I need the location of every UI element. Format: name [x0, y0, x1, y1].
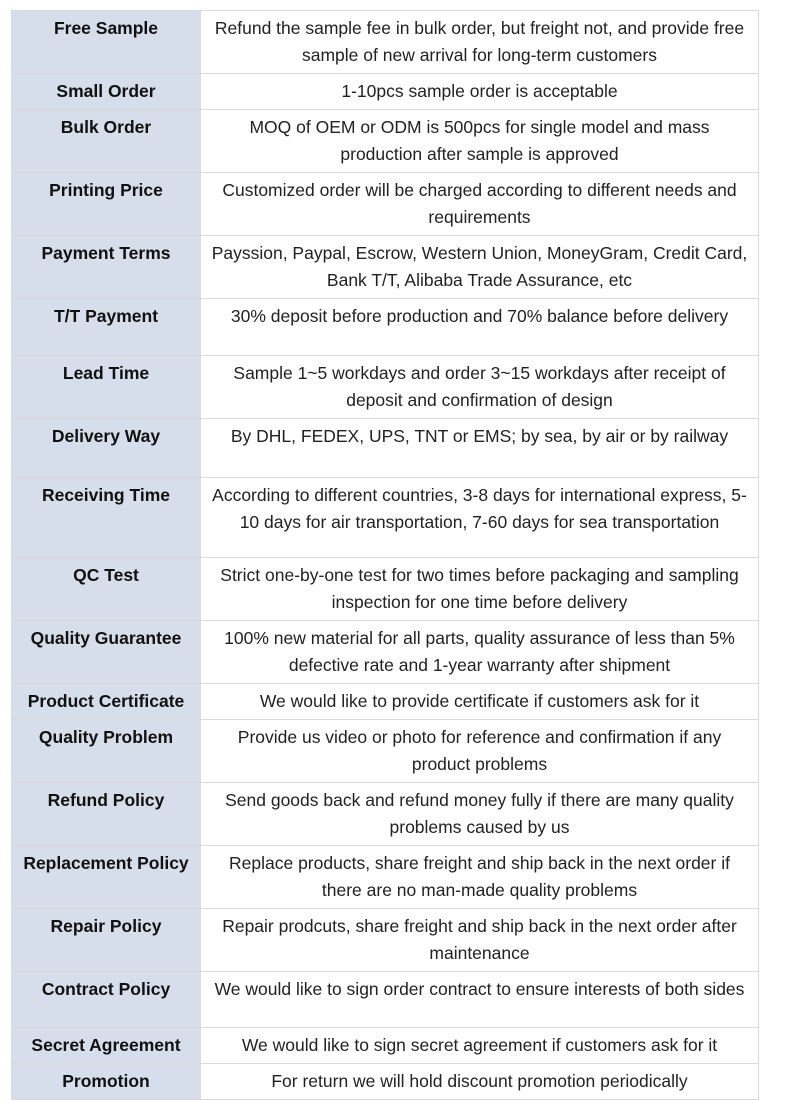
row-label-replacement-policy: Replacement Policy — [12, 846, 201, 909]
row-description-quality-problem: Provide us video or photo for reference and confirmation if any product problems — [201, 720, 759, 783]
row-label-product-certificate: Product Certificate — [12, 684, 201, 720]
row-label-free-sample: Free Sample — [12, 11, 201, 74]
row-label-delivery-way: Delivery Way — [12, 419, 201, 478]
table-row — [12, 236, 759, 299]
row-label-payment-terms: Payment Terms — [12, 236, 201, 299]
row-label-lead-time: Lead Time — [12, 356, 201, 419]
row-label-contract-policy: Contract Policy — [12, 972, 201, 1028]
row-description-payment-terms: Payssion, Paypal, Escrow, Western Union, MoneyGram, Credit Card, Bank T/T, Alibaba Trade Assurance, etc — [201, 236, 759, 299]
table-row — [12, 1028, 759, 1064]
row-label-secret-agreement: Secret Agreement — [12, 1028, 201, 1064]
row-description-lead-time: Sample 1~5 workdays and order 3~15 workdays after receipt of deposit and confirmation of design — [201, 356, 759, 419]
table-row — [12, 684, 759, 720]
table-row — [12, 909, 759, 972]
table-row — [12, 621, 759, 684]
row-description-refund-policy: Send goods back and refund money fully if there are many quality problems caused by us — [201, 783, 759, 846]
table-row — [12, 558, 759, 621]
row-description-quality-guarantee: 100% new material for all parts, quality assurance of less than 5% defective rate and 1-year warranty after shipment — [201, 621, 759, 684]
table-row — [12, 783, 759, 846]
table-row — [12, 356, 759, 419]
row-description-repair-policy: Repair prodcuts, share freight and ship back in the next order after maintenance — [201, 909, 759, 972]
row-label-repair-policy: Repair Policy — [12, 909, 201, 972]
row-description-contract-policy: We would like to sign order contract to ensure interests of both sides — [201, 972, 759, 1028]
policy-table — [11, 10, 759, 1100]
row-label-promotion: Promotion — [12, 1064, 201, 1100]
row-description-receiving-time: According to different countries, 3-8 days for international express, 5-10 days for air transportation, 7-60 days for sea transportation — [201, 478, 759, 558]
table-row — [12, 173, 759, 236]
row-description-tt-payment: 30% deposit before production and 70% balance before delivery — [201, 299, 759, 356]
row-description-replacement-policy: Replace products, share freight and ship back in the next order if there are no man-made quality problems — [201, 846, 759, 909]
table-row — [12, 972, 759, 1028]
row-label-quality-problem: Quality Problem — [12, 720, 201, 783]
row-description-free-sample: Refund the sample fee in bulk order, but freight not, and provide free sample of new arrival for long-term customers — [201, 11, 759, 74]
row-label-refund-policy: Refund Policy — [12, 783, 201, 846]
row-description-printing-price: Customized order will be charged according to different needs and requirements — [201, 173, 759, 236]
table-row — [12, 419, 759, 478]
table-row — [12, 1064, 759, 1100]
table-row — [12, 720, 759, 783]
row-description-product-certificate: We would like to provide certificate if customers ask for it — [201, 684, 759, 720]
table-row — [12, 110, 759, 173]
row-label-qc-test: QC Test — [12, 558, 201, 621]
table-row — [12, 478, 759, 558]
row-label-bulk-order: Bulk Order — [12, 110, 201, 173]
table-row — [12, 299, 759, 356]
row-description-small-order: 1-10pcs sample order is acceptable — [201, 74, 759, 110]
row-label-receiving-time: Receiving Time — [12, 478, 201, 558]
row-description-secret-agreement: We would like to sign secret agreement if customers ask for it — [201, 1028, 759, 1064]
table-row — [12, 11, 759, 74]
row-label-tt-payment: T/T Payment — [12, 299, 201, 356]
row-description-qc-test: Strict one-by-one test for two times before packaging and sampling inspection for one time before delivery — [201, 558, 759, 621]
row-label-printing-price: Printing Price — [12, 173, 201, 236]
row-description-delivery-way: By DHL, FEDEX, UPS, TNT or EMS; by sea, by air or by railway — [201, 419, 759, 478]
row-description-bulk-order: MOQ of OEM or ODM is 500pcs for single model and mass production after sample is approved — [201, 110, 759, 173]
table-row — [12, 846, 759, 909]
row-description-promotion: For return we will hold discount promotion periodically — [201, 1064, 759, 1100]
row-label-quality-guarantee: Quality Guarantee — [12, 621, 201, 684]
table-row — [12, 74, 759, 110]
row-label-small-order: Small Order — [12, 74, 201, 110]
